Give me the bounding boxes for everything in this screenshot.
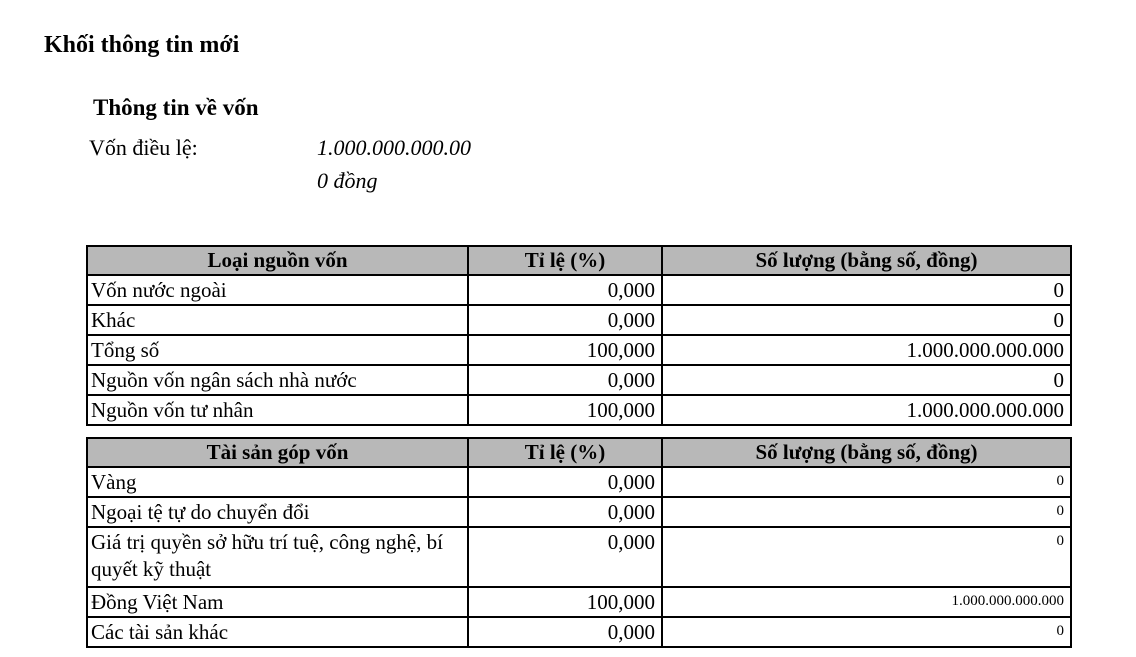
column-header-amount: Số lượng (bằng số, đồng) [662, 246, 1071, 275]
page-title: Khối thông tin mới [44, 32, 240, 58]
asset-type-cell: Các tài sản khác [87, 617, 468, 647]
capital-type-cell: Tổng số [87, 335, 468, 365]
amount-cell: 0 [662, 527, 1071, 587]
table-header-row [87, 438, 1071, 467]
column-header-amount: Số lượng (bằng số, đồng) [662, 438, 1071, 467]
table-row [87, 305, 1071, 335]
ratio-cell: 0,000 [468, 275, 662, 305]
amount-cell: 0 [662, 467, 1071, 497]
table-row [87, 365, 1071, 395]
charter-capital-label: Vốn điều lệ: [89, 135, 198, 160]
amount-cell: 1.000.000.000.000 [662, 335, 1071, 365]
amount-cell: 0 [662, 497, 1071, 527]
table-row [87, 335, 1071, 365]
capital-type-cell: Vốn nước ngoài [87, 275, 468, 305]
asset-type-cell: Vàng [87, 467, 468, 497]
table-row [87, 617, 1071, 647]
capital-type-cell: Khác [87, 305, 468, 335]
ratio-cell: 0,000 [468, 617, 662, 647]
section-heading-capital-info: Thông tin về vốn [93, 95, 259, 120]
table-row [87, 275, 1071, 305]
charter-capital-value-line1: 1.000.000.000.00 [317, 135, 471, 160]
ratio-cell: 0,000 [468, 365, 662, 395]
capital-source-table [86, 245, 1072, 426]
table-row [87, 395, 1071, 425]
charter-capital-value [317, 131, 527, 197]
amount-cell: 1.000.000.000.000 [662, 587, 1071, 617]
asset-type-cell: Đồng Việt Nam [87, 587, 468, 617]
ratio-cell: 100,000 [468, 335, 662, 365]
capital-type-cell: Nguồn vốn ngân sách nhà nước [87, 365, 468, 395]
column-header-capital-source-type: Loại nguồn vốn [87, 246, 468, 275]
ratio-cell: 100,000 [468, 587, 662, 617]
asset-type-cell: Giá trị quyền sở hữu trí tuệ, công nghệ, bí quyết kỹ thuật [87, 527, 468, 587]
table-row [87, 497, 1071, 527]
amount-cell: 0 [662, 617, 1071, 647]
asset-type-cell: Ngoại tệ tự do chuyển đổi [87, 497, 468, 527]
charter-capital-value-line2: 0 đồng [317, 168, 378, 193]
amount-cell: 0 [662, 305, 1071, 335]
column-header-ratio: Tỉ lệ (%) [468, 246, 662, 275]
table-row [87, 527, 1071, 587]
ratio-cell: 100,000 [468, 395, 662, 425]
amount-cell: 0 [662, 365, 1071, 395]
ratio-cell: 0,000 [468, 497, 662, 527]
capital-type-cell: Nguồn vốn tư nhân [87, 395, 468, 425]
ratio-cell: 0,000 [468, 467, 662, 497]
column-header-asset-type: Tài sản góp vốn [87, 438, 468, 467]
column-header-ratio: Tỉ lệ (%) [468, 438, 662, 467]
amount-cell: 1.000.000.000.000 [662, 395, 1071, 425]
table-row [87, 467, 1071, 497]
contributed-assets-table [86, 437, 1072, 648]
table-header-row [87, 246, 1071, 275]
ratio-cell: 0,000 [468, 527, 662, 587]
ratio-cell: 0,000 [468, 305, 662, 335]
table-row [87, 587, 1071, 617]
amount-cell: 0 [662, 275, 1071, 305]
